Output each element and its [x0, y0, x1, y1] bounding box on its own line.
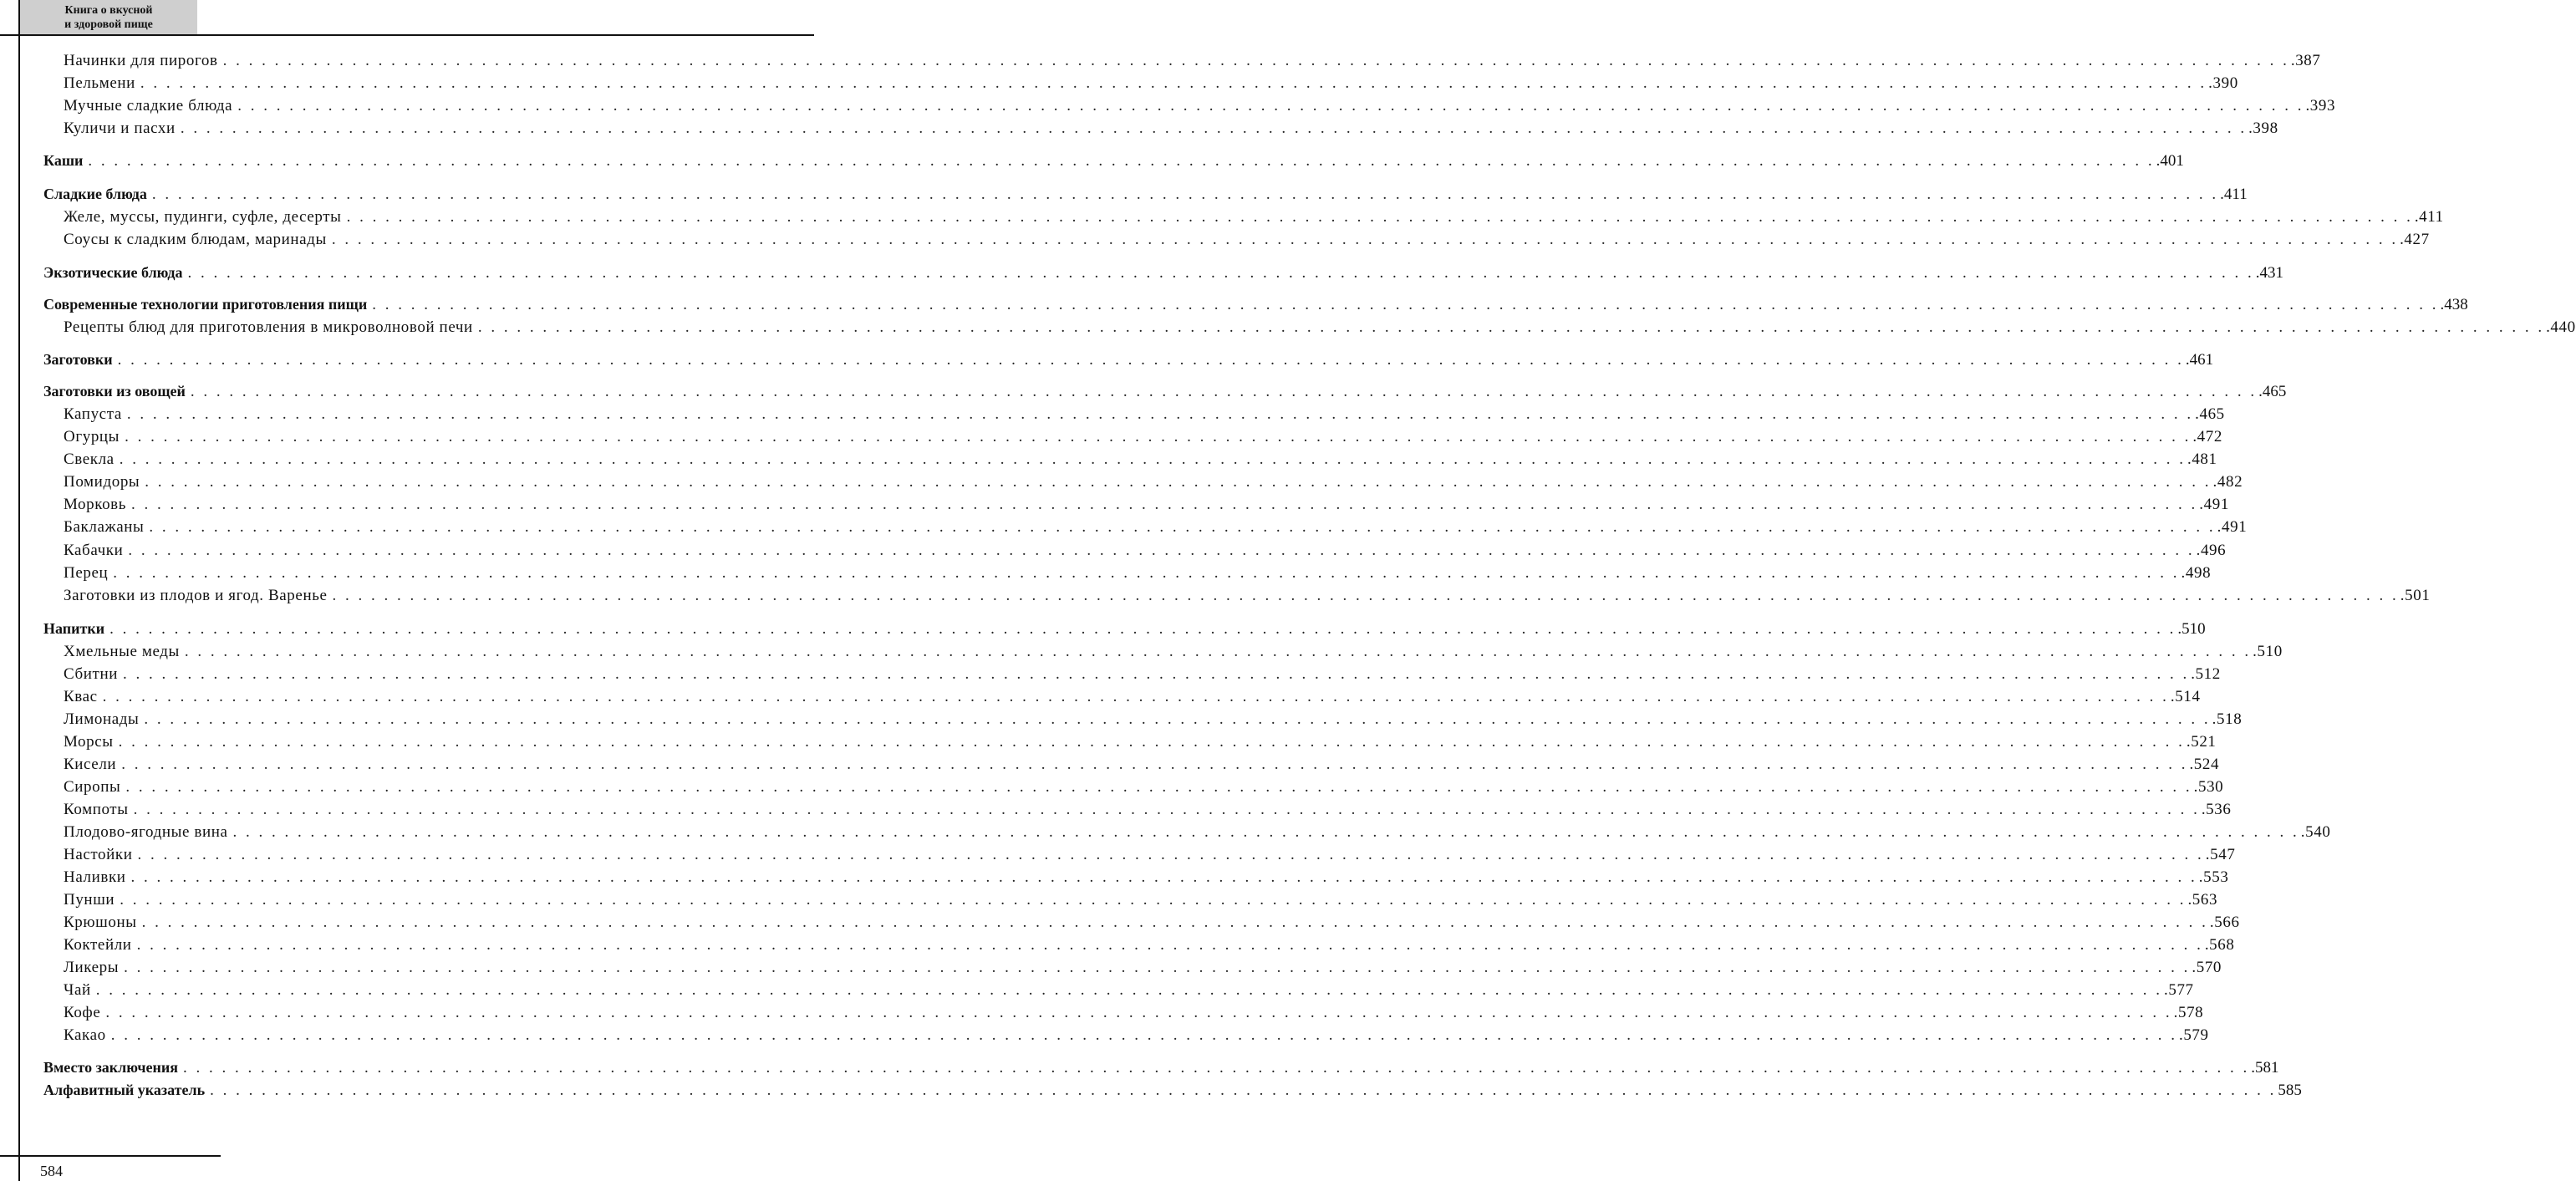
- toc-entry-title: Кофе: [64, 1004, 101, 1021]
- toc-subsection-entry: [43, 891, 2218, 914]
- dot-leader: . . . . . . . . . . . . . . . . . . . . . . . . . . . . . . . . . . . . . . . . . . . . . . . . . . . . . . . . . . . . . . . . . . . . . . . . . . . . . . . . . . . . . . . . . . . . . . . . . . . . . . . . . . . . . . . . . . . . . . . . . . . . . . . . . . . . . . . . . . . . . . . . . . . . . . . . . . . . . . . .: [141, 914, 2208, 931]
- toc-subsection-entry: [43, 936, 2235, 959]
- toc-subsection-entry: [43, 688, 2201, 710]
- toc-subsection-entry: [43, 518, 2248, 541]
- toc-entry-page: .510: [2177, 620, 2206, 638]
- toc-subsection-entry: [43, 208, 2444, 231]
- toc-entry-page: .465: [2258, 383, 2287, 400]
- toc-section-entry: [43, 351, 2214, 374]
- dot-leader: . . . . . . . . . . . . . . . . . . . . . . . . . . . . . . . . . . . . . . . . . . . . . . . . . . . . . . . . . . . . . . . . . . . . . . . . . . . . . . . . . . . . . . . . . . . . . . . . . . . . . . . . . . . . . . . . . . . . . . . . . . . . . . . . . . . . . . . . . . . . . . . . . . . . . . . . . . . . . . . .: [477, 318, 2545, 336]
- toc-entry-title: Хмельные меды: [64, 643, 180, 660]
- toc-entry-page: .566: [2209, 914, 2240, 931]
- dot-leader: . . . . . . . . . . . . . . . . . . . . . . . . . . . . . . . . . . . . . . . . . . . . . . . . . . . . . . . . . . . . . . . . . . . . . . . . . . . . . . . . . . . . . . . . . . . . . . . . . . . . . . . . . . . . . . . . . . . . . . . . . . . . . . . . . . . . . . . . . . . . . . . . . . . . . . . . . . . . . . . .: [118, 733, 2185, 751]
- toc-entry-page: .411: [2414, 208, 2444, 226]
- toc-entry-page: .401: [2156, 152, 2184, 170]
- toc-entry-title: Вместо заключения: [43, 1059, 178, 1076]
- toc-subsection-entry: [43, 120, 2278, 142]
- dot-leader: . . . . . . . . . . . . . . . . . . . . . . . . . . . . . . . . . . . . . . . . . . . . . . . . . . . . . . . . . . . . . . . . . . . . . . . . . . . . . . . . . . . . . . . . . . . . . . . . . . . . . . . . . . . . . . . . . . . . . . . . . . . . . . . . . . . . . . . . . . . . . . . . . . . . . . . . . . . . . . . .: [140, 74, 2207, 92]
- toc-subsection-entry: [43, 868, 2229, 891]
- dot-leader: . . . . . . . . . . . . . . . . . . . . . . . . . . . . . . . . . . . . . . . . . . . . . . . . . . . . . . . . . . . . . . . . . . . . . . . . . . . . . . . . . . . . . . . . . . . . . . . . . . . . . . . . . . . . . . . . . . . . . . . . . . . . . . . . . . . . . . . . . . . . . . . . . . . . . . . . . . . . . . . .: [184, 643, 2252, 660]
- toc-entry-title: Куличи и пасхи: [64, 120, 176, 137]
- toc-subsection-entry: [43, 231, 2430, 253]
- toc-subsection-entry: [43, 74, 2238, 97]
- toc-entry-page: .514: [2170, 688, 2201, 705]
- dot-leader: . . . . . . . . . . . . . . . . . . . . . . . . . . . . . . . . . . . . . . . . . . . . . . . . . . . . . . . . . . . . . . . . . . . . . . . . . . . . . . . . . . . . . . . . . . . . . . . . . . . . . . . . . . . . . . . . . . . . . . . . . . . . . . . . . . . . . . . . . . . . . . . . . . . . . . . . . . . . . . . .: [372, 296, 2439, 313]
- toc-entry-title: Соусы к сладким блюдам, маринады: [64, 231, 327, 248]
- dot-leader: . . . . . . . . . . . . . . . . . . . . . . . . . . . . . . . . . . . . . . . . . . . . . . . . . . . . . . . . . . . . . . . . . . . . . . . . . . . . . . . . . . . . . . . . . . . . . . . . . . . . . . . . . . . . . . . . . . . . . . . . . . . . . . . . . . . . . . . . . . . . . . . . . . . . . . . . . . . . . . . .: [109, 620, 2176, 638]
- dot-leader: . . . . . . . . . . . . . . . . . . . . . . . . . . . . . . . . . . . . . . . . . . . . . . . . . . . . . . . . . . . . . . . . . . . . . . . . . . . . . . . . . . . . . . . . . . . . . . . . . . . . . . . . . . . . . . . . . . . . . . . . . . . . . . . . . . . . . . . . . . . . . . . . . . . . . . . . . . . . . . . .: [125, 778, 2192, 796]
- dot-leader: . . . . . . . . . . . . . . . . . . . . . . . . . . . . . . . . . . . . . . . . . . . . . . . . . . . . . . . . . . . . . . . . . . . . . . . . . . . . . . . . . . . . . . . . . . . . . . . . . . . . . . . . . . . . . . . . . . . . . . . . . . . . . . . . . . . . . . . . . . . . . . . . . . . . . . . . . . . . . . . .: [124, 959, 2191, 976]
- toc-entry-page: .579: [2178, 1026, 2209, 1044]
- dot-leader: . . . . . . . . . . . . . . . . . . . . . . . . . . . . . . . . . . . . . . . . . . . . . . . . . . . . . . . . . . . . . . . . . . . . . . . . . . . . . . . . . . . . . . . . . . . . . . . . . . . . . . . . . . . . . . . . . . . . . . . . . . . . . . . . . . . . . . . . . . . . . . . . . . . . . . . . . . . . . . . .: [105, 1004, 2172, 1021]
- toc-entry-page: .481: [2187, 451, 2217, 468]
- toc-entry-title: Капуста: [64, 405, 122, 423]
- toc-entry-title: Рецепты блюд для приготовления в микроволновой печи: [64, 318, 473, 336]
- toc-entry-title: Пельмени: [64, 74, 135, 92]
- toc-entry-title: Какао: [64, 1026, 106, 1044]
- running-header-line-1: Книга о вкусной: [64, 4, 153, 17]
- toc-entry-title: Свекла: [64, 451, 115, 468]
- dot-leader: . . . . . . . . . . . . . . . . . . . . . . . . . . . . . . . . . . . . . . . . . . . . . . . . . . . . . . . . . . . . . . . . . . . . . . . . . . . . . . . . . . . . . . . . . . . . . . . . . . . . . . . . . . . . . . . . . . . . . . . . . . . . . . . . . . . . . . . . . . . . . . . . . . . . . . . . . . . . . . . .: [130, 868, 2197, 886]
- toc-entry-title: Сбитни: [64, 665, 118, 683]
- toc-entry-page: .390: [2208, 74, 2238, 92]
- dot-leader: . . . . . . . . . . . . . . . . . . . . . . . . . . . . . . . . . . . . . . . . . . . . . . . . . . . . . . . . . . . . . . . . . . . . . . . . . . . . . . . . . . . . . . . . . . . . . . . . . . . . . . . . . . . . . . . . . . . . . . . . . . . . . . . . . . . . . . . . . . . . . . . . . . . . . . . . . . . . . . . .: [121, 756, 2188, 773]
- toc-entry-page: .387: [2290, 52, 2321, 69]
- toc-section-entry: [43, 264, 2284, 287]
- toc-entry-page: .427: [2400, 231, 2430, 248]
- dot-leader: . . . . . . . . . . . . . . . . . . . . . . . . . . . . . . . . . . . . . . . . . . . . . . . . . . . . . . . . . . . . . . . . . . . . . . . . . . . . . . . . . . . . . . . . . . . . . . . . . . . . . . . . . . . . . . . . . . . . . . . . . . . . . . . . . . . . . . . . . . . . . . . . . . . . . . . . . . . . . . . .: [331, 231, 2399, 248]
- toc-entry-page: .465: [2195, 405, 2225, 423]
- toc-entry-title: Крюшоны: [64, 914, 137, 931]
- toc-subsection-entry: [43, 318, 2576, 341]
- toc-entry-page: .540: [2300, 823, 2331, 841]
- dot-leader: . . . . . . . . . . . . . . . . . . . . . . . . . . . . . . . . . . . . . . . . . . . . . . . . . . . . . . . . . . . . . . . . . . . . . . . . . . . . . . . . . . . . . . . . . . . . . . . . . . . . . . . . . . . . . . . . . . . . . . . . . . . . . . . . . . . . . . . . . . . . . . . . . . . . . . . . . . . . . . . .: [110, 1026, 2177, 1044]
- toc-entry-page: .581: [2251, 1059, 2279, 1077]
- toc-subsection-entry: [43, 564, 2212, 587]
- dot-leader: . . . . . . . . . . . . . . . . . . . . . . . . . . . . . . . . . . . . . . . . . . . . . . . . . . . . . . . . . . . . . . . . . . . . . . . . . . . . . . . . . . . . . . . . . . . . . . . . . . . . . . . . . . . . . . . . . . . . . . . . . . . . . . . . . . . . . . . . . . . . . . . . . . . . . . . . . . . . . . . .: [95, 981, 2162, 999]
- dot-leader: . . . . . . . . . . . . . . . . . . . . . . . . . . . . . . . . . . . . . . . . . . . . . . . . . . . . . . . . . . . . . . . . . . . . . . . . . . . . . . . . . . . . . . . . . . . . . . . . . . . . . . . . . . . . . . . . . . . . . . . . . . . . . . . . . . . . . . . . . . . . . . . . . . . . . . . . . . . . . . . .: [144, 710, 2211, 728]
- toc-subsection-entry: [43, 97, 2336, 120]
- dot-leader: . . . . . . . . . . . . . . . . . . . . . . . . . . . . . . . . . . . . . . . . . . . . . . . . . . . . . . . . . . . . . . . . . . . . . . . . . . . . . . . . . . . . . . . . . . . . . . . . . . . . . . . . . . . . . . . . . . . . . . . . . . . . . . . . . . . . . . . . . . . . . . . . . . . . . . . . . . . . . . . .: [237, 97, 2304, 115]
- toc-subsection-entry: [43, 959, 2222, 981]
- toc-entry-title: Желе, муссы, пудинги, суфле, десерты: [64, 208, 342, 226]
- toc-entry-page: .570: [2192, 959, 2222, 976]
- toc-entry-page: .438: [2440, 296, 2468, 313]
- toc-subsection-entry: [43, 587, 2431, 609]
- toc-entry-title: Заготовки из овощей: [43, 383, 186, 400]
- toc-section-entry: [43, 1082, 2302, 1104]
- dot-leader: . . . . . . . . . . . . . . . . . . . . . . . . . . . . . . . . . . . . . . . . . . . . . . . . . . . . . . . . . . . . . . . . . . . . . . . . . . . . . . . . . . . . . . . . . . . . . . . . . . . . . . . . . . . . . . . . . . . . . . . . . . . . . . . . . . . . . . . . . . . . . . . . . . . . . . . . . . . . . . . .: [232, 823, 2299, 841]
- toc-subsection-entry: [43, 846, 2236, 868]
- toc-entry-page: .411: [2220, 186, 2248, 203]
- dot-leader: . . . . . . . . . . . . . . . . . . . . . . . . . . . . . . . . . . . . . . . . . . . . . . . . . . . . . . . . . . . . . . . . . . . . . . . . . . . . . . . . . . . . . . . . . . . . . . . . . . . . . . . . . . . . . . . . . . . . . . . . . . . . . . . . . . . . . . . . . . . . . . . . . . . . . . . . . . . . . . . .: [125, 428, 2192, 445]
- toc-subsection-entry: [43, 801, 2232, 823]
- dot-leader: . . . . . . . . . . . . . . . . . . . . . . . . . . . . . . . . . . . . . . . . . . . . . . . . . . . . . . . . . . . . . . . . . . . . . . . . . . . . . . . . . . . . . . . . . . . . . . . . . . . . . . . . . . . . . . . . . . . . . . . . . . . . . . . . . . . . . . . . . . . . . . . . . . . . . . . . . . . . . . . .: [182, 1059, 2250, 1077]
- toc-entry-page: .461: [2185, 351, 2214, 369]
- toc-subsection-entry: [43, 981, 2194, 1004]
- toc-entry-title: Заготовки: [43, 351, 113, 368]
- toc-entry-page: .547: [2205, 846, 2236, 863]
- toc-entry-page: .518: [2212, 710, 2243, 728]
- top-rule: [0, 34, 814, 36]
- toc-entry-title: Перец: [64, 564, 109, 582]
- running-header-line-2: и здоровой пище: [64, 18, 153, 31]
- toc-entry-page: .530: [2193, 778, 2224, 796]
- dot-leader: . . . . . . . . . . . . . . . . . . . . . . . . . . . . . . . . . . . . . . . . . . . . . . . . . . . . . . . . . . . . . . . . . . . . . . . . . . . . . . . . . . . . . . . . . . . . . . . . . . . . . . . . . . . . . . . . . . . . . . . . . . . . . . . . . . . . . . . . . . . . . . . . . . . . . . . . . . . . . . . .: [149, 518, 2216, 536]
- toc-entry-title: Каши: [43, 152, 84, 169]
- toc-entry-title: Плодово-ягодные вина: [64, 823, 228, 841]
- toc-section-entry: [43, 296, 2468, 318]
- toc-section-entry: [43, 152, 2184, 175]
- dot-leader: . . . . . . . . . . . . . . . . . . . . . . . . . . . . . . . . . . . . . . . . . . . . . . . . . . . . . . . . . . . . . . . . . . . . . . . . . . . . . . . . . . . . . . . . . . . . . . . . . . . . . . . . . . . . . . . . . . . . . . . . . . . . . . . . . . . . . . . . . . . . . . . . . . . . . . . . . . . . . . . .: [145, 473, 2212, 491]
- toc-subsection-entry: [43, 823, 2331, 846]
- dot-leader: . . . . . . . . . . . . . . . . . . . . . . . . . . . . . . . . . . . . . . . . . . . . . . . . . . . . . . . . . . . . . . . . . . . . . . . . . . . . . . . . . . . . . . . . . . . . . . . . . . . . . . . . . . . . . . . . . . . . . . . . . . . . . . . . . . . . . . . . . . . . . . . . . . . . . . . . . . . . . . . .: [126, 405, 2194, 423]
- toc-entry-page: .577: [2164, 981, 2194, 999]
- toc-entry-title: Кисели: [64, 756, 117, 773]
- dot-leader: . . . . . . . . . . . . . . . . . . . . . . . . . . . . . . . . . . . . . . . . . . . . . . . . . . . . . . . . . . . . . . . . . . . . . . . . . . . . . . . . . . . . . . . . . . . . . . . . . . . . . . . . . . . . . . . . . . . . . . . . . . . . . . . . . . . . . . . . . . . . . . . . . . . . . . . . . . . . . . . .: [102, 688, 2169, 705]
- dot-leader: . . . . . . . . . . . . . . . . . . . . . . . . . . . . . . . . . . . . . . . . . . . . . . . . . . . . . . . . . . . . . . . . . . . . . . . . . . . . . . . . . . . . . . . . . . . . . . . . . . . . . . . . . . . . . . . . . . . . . . . . . . . . . . . . . . . . . . . . . . . . . . . . . . . . . . . . . . . . . . . .: [187, 264, 2254, 282]
- toc-subsection-entry: [43, 405, 2225, 428]
- dot-leader: . . . . . . . . . . . . . . . . . . . . . . . . . . . . . . . . . . . . . . . . . . . . . . . . . . . . . . . . . . . . . . . . . . . . . . . . . . . . . . . . . . . . . . . . . . . . . . . . . . . . . . . . . . . . . . . . . . . . . . . . . . . . . . . . . . . . . . . . . . . . . . . . . . . . . . . . . . . . . . . .: [180, 120, 2248, 137]
- toc-subsection-entry: [43, 428, 2222, 451]
- toc-subsection-entry: [43, 52, 2321, 74]
- toc-entry-page: .472: [2192, 428, 2222, 445]
- dot-leader: . . . . . . . . . . . . . . . . . . . . . . . . . . . . . . . . . . . . . . . . . . . . . . . . . . . . . . . . . . . . . . . . . . . . . . . . . . . . . . . . . . . . . . . . . . . . . . . . . . . . . . . . . . . . . . . . . . . . . . . . . . . . . . . . . . . . . . . . . . . . . . . . . . . . . . . . . . . . . . . .: [120, 891, 2187, 909]
- running-header: [20, 0, 197, 35]
- page-number: 584: [40, 1163, 63, 1179]
- toc-entry-title: Начинки для пирогов: [64, 52, 218, 69]
- toc-entry-title: Помидоры: [64, 473, 140, 491]
- dot-leader: . . . . . . . . . . . . . . . . . . . . . . . . . . . . . . . . . . . . . . . . . . . . . . . . . . . . . . . . . . . . . . . . . . . . . . . . . . . . . . . . . . . . . . . . . . . . . . . . . . . . . . . . . . . . . . . . . . . . . . . . . . . . . . . . . . . . . . . . . . . . . . . . . . . . . . . . . . . . . . . .: [332, 587, 2399, 604]
- dot-leader: . . . . . . . . . . . . . . . . . . . . . . . . . . . . . . . . . . . . . . . . . . . . . . . . . . . . . . . . . . . . . . . . . . . . . . . . . . . . . . . . . . . . . . . . . . . . . . . . . . . . . . . . . . . . . . . . . . . . . . . . . . . . . . . . . . . . . . . . . . . . . . . . . . . . . . . . . . . . . . . .: [117, 351, 2184, 369]
- toc-section-entry: [43, 383, 2287, 405]
- toc-entry-title: Сиропы: [64, 778, 121, 796]
- toc-entry-title: Сладкие блюда: [43, 186, 147, 202]
- toc-entry-page: .510: [2253, 643, 2283, 660]
- dot-leader: . . . . . . . . . . . . . . . . . . . . . . . . . . . . . . . . . . . . . . . . . . . . . . . . . . . . . . . . . . . . . . . . . . . . . . . . . . . . . . . . . . . . . . . . . . . . . . . . . . . . . . . . . . . . . . . . . . . . . . . . . . . . . . . . . . . . . . . . . . . . . . . . . . . . . . . . . . . . . . . .: [222, 52, 2289, 69]
- toc-entry-page: .440: [2546, 318, 2576, 336]
- toc-entry-page: .482: [2212, 473, 2243, 491]
- toc-subsection-entry: [43, 710, 2243, 733]
- dot-leader: . . . . . . . . . . . . . . . . . . . . . . . . . . . . . . . . . . . . . . . . . . . . . . . . . . . . . . . . . . . . . . . . . . . . . . . . . . . . . . . . . . . . . . . . . . . . . . . . . . . . . . . . . . . . . . . . . . . . . . . . . . . . . . . . . . . . . . . . . . . . . . . . . . . . . . . . . . . . . . . .: [113, 564, 2180, 582]
- dot-leader: . . . . . . . . . . . . . . . . . . . . . . . . . . . . . . . . . . . . . . . . . . . . . . . . . . . . . . . . . . . . . . . . . . . . . . . . . . . . . . . . . . . . . . . . . . . . . . . . . . . . . . . . . . . . . . . . . . . . . . . . . . . . . . . . . . . . . . . . . . . . . . . . . . . . . . . . . . . . . . . .: [128, 542, 2195, 559]
- toc-entry-title: Морковь: [64, 496, 127, 513]
- dot-leader: . . . . . . . . . . . . . . . . . . . . . . . . . . . . . . . . . . . . . . . . . . . . . . . . . . . . . . . . . . . . . . . . . . . . . . . . . . . . . . . . . . . . . . . . . . . . . . . . . . . . . . . . . . . . . . . . . . . . . . . . . . . . . . . . . . . . . . . . . . . . . . . . . . . . . . . . . . . . . . . .: [88, 152, 2155, 170]
- toc-entry-page: .578: [2173, 1004, 2204, 1021]
- toc-entry-title: Чай: [64, 981, 91, 999]
- toc-entry-title: Экзотические блюда: [43, 264, 183, 281]
- toc-entry-title: Настойки: [64, 846, 133, 863]
- toc-entry-page: .501: [2400, 587, 2431, 604]
- dot-leader: . . . . . . . . . . . . . . . . . . . . . . . . . . . . . . . . . . . . . . . . . . . . . . . . . . . . . . . . . . . . . . . . . . . . . . . . . . . . . . . . . . . . . . . . . . . . . . . . . . . . . . . . . . . . . . . . . . . . . . . . . . . . . . . . . . . . . . . . . . . . . . . . . . . . . . . . . . . . . . . .: [131, 496, 2198, 513]
- toc-entry-title: Лимонады: [64, 710, 140, 728]
- dot-leader: . . . . . . . . . . . . . . . . . . . . . . . . . . . . . . . . . . . . . . . . . . . . . . . . . . . . . . . . . . . . . . . . . . . . . . . . . . . . . . . . . . . . . . . . . . . . . . . . . . . . . . . . . . . . . . . . . . . . . . . . . . . . . . . . . . . . . . . . . . . . . . . . . . . . . . . . . . . . . . . .: [122, 665, 2190, 683]
- toc-entry-title: Кабачки: [64, 542, 124, 559]
- toc-subsection-entry: [43, 756, 2220, 778]
- toc-entry-page: .553: [2198, 868, 2229, 886]
- toc-entry-title: Ликеры: [64, 959, 120, 976]
- dot-leader: . . . . . . . . . . . . . . . . . . . . . . . . . . . . . . . . . . . . . . . . . . . . . . . . . . . . . . . . . . . . . . . . . . . . . . . . . . . . . . . . . . . . . . . . . . . . . . . . . . . . . . . . . . . . . . . . . . . . . . . . . . . . . . . . . . . . . . . . . . . . . . . . . . . . . . . . . . . . . . . .: [151, 186, 2219, 203]
- dot-leader: . . . . . . . . . . . . . . . . . . . . . . . . . . . . . . . . . . . . . . . . . . . . . . . . . . . . . . . . . . . . . . . . . . . . . . . . . . . . . . . . . . . . . . . . . . . . . . . . . . . . . . . . . . . . . . . . . . . . . . . . . . . . . . . . . . . . . . . . . . . . . . . . . . . . . . . . . . . . . . . .: [119, 451, 2186, 468]
- toc-entry-page: .491: [2217, 518, 2248, 536]
- toc-entry-page: .431: [2255, 264, 2284, 282]
- toc-entry-title: Современные технологии приготовления пищи: [43, 296, 368, 313]
- toc-subsection-entry: [43, 778, 2224, 801]
- toc-subsection-entry: [43, 451, 2217, 473]
- toc-entry-title: Квас: [64, 688, 98, 705]
- toc-entry-title: Морсы: [64, 733, 114, 751]
- toc-entry-title: Баклажаны: [64, 518, 145, 536]
- toc-subsection-entry: [43, 914, 2240, 936]
- dot-leader: . . . . . . . . . . . . . . . . . . . . . . . . . . . . . . . . . . . . . . . . . . . . . . . . . . . . . . . . . . . . . . . . . . . . . . . . . . . . . . . . . . . . . . . . . . . . . . . . . . . . . . . . . . . . . . . . . . . . . . . . . . . . . . . . . . . . . . . . . . . . . . . . . . . . . . . . . . . . . . . .: [190, 383, 2258, 400]
- dot-leader: . . . . . . . . . . . . . . . . . . . . . . . . . . . . . . . . . . . . . . . . . . . . . . . . . . . . . . . . . . . . . . . . . . . . . . . . . . . . . . . . . . . . . . . . . . . . . . . . . . . . . . . . . . . . . . . . . . . . . . . . . . . . . . . . . . . . . . . . . . . . . . . . . . . . . . . . . . . . . . . .: [133, 801, 2200, 818]
- toc-entry-title: Напитки: [43, 620, 105, 637]
- toc-entry-page: .524: [2189, 756, 2220, 773]
- bottom-rule: [0, 1155, 221, 1157]
- toc-entry-title: Коктейли: [64, 936, 132, 954]
- toc-entry-title: Мучные сладкие блюда: [64, 97, 233, 115]
- toc-entry-page: .496: [2196, 542, 2227, 559]
- toc-subsection-entry: [43, 542, 2227, 564]
- toc-entry-page: .393: [2305, 97, 2336, 115]
- toc-entry-title: Заготовки из плодов и ягод. Варенье: [64, 587, 328, 604]
- toc-entry-page: .491: [2199, 496, 2229, 513]
- dot-leader: . . . . . . . . . . . . . . . . . . . . . . . . . . . . . . . . . . . . . . . . . . . . . . . . . . . . . . . . . . . . . . . . . . . . . . . . . . . . . . . . . . . . . . . . . . . . . . . . . . . . . . . . . . . . . . . . . . . . . . . . . . . . . . . . . . . . . . . . . . . . . . . . . . . . . . . . . . . . . . . .: [210, 1082, 2277, 1099]
- toc-entry-page: 585: [2278, 1082, 2302, 1099]
- left-margin-rule: [18, 0, 20, 1181]
- toc-entry-page: .568: [2204, 936, 2235, 954]
- toc-section-entry: [43, 1059, 2279, 1082]
- toc-subsection-entry: [43, 496, 2229, 518]
- toc-entry-title: Алфавитный указатель: [43, 1082, 206, 1098]
- dot-leader: . . . . . . . . . . . . . . . . . . . . . . . . . . . . . . . . . . . . . . . . . . . . . . . . . . . . . . . . . . . . . . . . . . . . . . . . . . . . . . . . . . . . . . . . . . . . . . . . . . . . . . . . . . . . . . . . . . . . . . . . . . . . . . . . . . . . . . . . . . . . . . . . . . . . . . . . . . . . . . . .: [346, 208, 2413, 226]
- toc-entry-title: Пунши: [64, 891, 115, 909]
- toc-entry-page: .398: [2248, 120, 2278, 137]
- dot-leader: . . . . . . . . . . . . . . . . . . . . . . . . . . . . . . . . . . . . . . . . . . . . . . . . . . . . . . . . . . . . . . . . . . . . . . . . . . . . . . . . . . . . . . . . . . . . . . . . . . . . . . . . . . . . . . . . . . . . . . . . . . . . . . . . . . . . . . . . . . . . . . . . . . . . . . . . . . . . . . . .: [137, 846, 2204, 863]
- toc-entry-page: .512: [2191, 665, 2221, 683]
- toc-entry-page: .498: [2181, 564, 2212, 582]
- toc-entry-title: Компоты: [64, 801, 129, 818]
- toc-subsection-entry: [43, 643, 2283, 665]
- toc-section-entry: [43, 186, 2248, 208]
- dot-leader: . . . . . . . . . . . . . . . . . . . . . . . . . . . . . . . . . . . . . . . . . . . . . . . . . . . . . . . . . . . . . . . . . . . . . . . . . . . . . . . . . . . . . . . . . . . . . . . . . . . . . . . . . . . . . . . . . . . . . . . . . . . . . . . . . . . . . . . . . . . . . . . . . . . . . . . . . . . . . . . .: [136, 936, 2203, 954]
- toc-subsection-entry: [43, 1026, 2209, 1049]
- toc-entry-page: .536: [2201, 801, 2232, 818]
- toc-entry-title: Наливки: [64, 868, 126, 886]
- toc-subsection-entry: [43, 473, 2243, 496]
- toc-section-entry: [43, 620, 2206, 643]
- toc-entry-page: .563: [2187, 891, 2218, 909]
- toc-entry-title: Огурцы: [64, 428, 120, 445]
- toc-subsection-entry: [43, 733, 2217, 756]
- toc-subsection-entry: [43, 665, 2221, 688]
- toc-entry-page: .521: [2186, 733, 2217, 751]
- toc-subsection-entry: [43, 1004, 2204, 1026]
